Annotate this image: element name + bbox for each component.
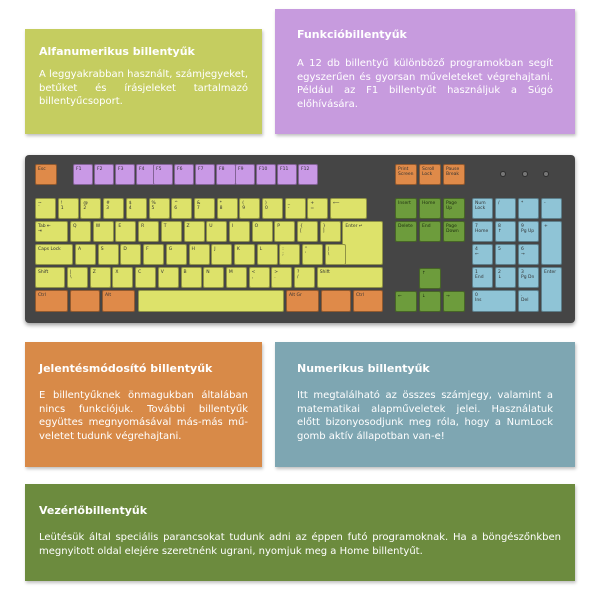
indicator-light [522,171,528,177]
key-row2-0: Q [70,221,91,242]
key-row4-3: C [135,267,156,288]
key-row1-12: + = [307,198,328,219]
key-row1-7: & 7 [194,198,215,219]
key-row2-11: } ] [320,221,341,242]
key-row3-2: D [120,244,141,265]
key-row2-8: O [252,221,273,242]
key-row4-0: | \ [67,267,88,288]
key-row3-7: K [234,244,255,265]
key-row3-8: L [257,244,278,265]
key-row4-2: X [112,267,133,288]
key-numpad-row1-2: 9 Pg Up [518,221,539,242]
key-row4-9: > . [271,267,292,288]
key-numpad-plus: + [541,221,562,265]
key-row3-1: S [98,244,119,265]
key-nav-top-0: Insert [395,198,417,219]
key-f7: F7 [195,164,215,185]
key-row4-1: Z [90,267,111,288]
key-row1-1: ! 1 [58,198,79,219]
key-enter: Enter ↵ [342,221,383,265]
key-nav-top-2: Page Up [443,198,465,219]
alphanumeric-keys-description: A leggyakrabban használt, számjegyeket, betűket és írásjeleket tartalmazó billentyűcsoport. [39,69,248,107]
key-row1-2: @ 2 [80,198,101,219]
key-nav-top-1: Home [419,198,441,219]
key-row2-7: I [229,221,250,242]
key-numpad-row0-0: Num Lock [472,198,493,219]
key-bottom-left-2: Alt [102,290,135,312]
key-numpad-row1-1: 8 ↑ [495,221,516,242]
key-esc: Esc [35,164,57,185]
key-numpad-row0-1: / [495,198,516,219]
key-f3: F3 [115,164,135,185]
key-f12: F12 [298,164,318,185]
key-bottom-left-1 [70,290,100,312]
key-row3-3: F [143,244,164,265]
key-f1: F1 [73,164,93,185]
key-space [138,290,284,312]
key-numpad-row3-1: 2 ↓ [495,267,516,288]
key-row4-5: B [181,267,202,288]
key-f8: F8 [216,164,236,185]
key-row4-10: ? / [294,267,315,288]
key-row3-11: | \ [325,244,346,265]
key-arrow-down: ↓ [419,291,441,312]
key-row2-9: P [274,221,295,242]
key-row2-6: U [206,221,227,242]
key-row1-9: ( 9 [239,198,260,219]
key-row4-8: < , [249,267,270,288]
key-f9: F9 [235,164,255,185]
key-nav-mid-1: End [419,221,441,242]
key-arrow-up: ↑ [419,268,441,289]
key-row3-4: G [166,244,187,265]
key-f6: F6 [174,164,194,185]
function-keys-card [275,9,575,134]
key-sys-0: Print Screen [395,164,417,185]
control-keys-card [25,484,575,581]
key-nav-mid-2: Page Down [443,221,465,242]
key-sys-1: Scroll Lock [419,164,441,185]
key-row1-5: % 5 [149,198,170,219]
key-f2: F2 [94,164,114,185]
numeric-keys-description: Itt megtalálható az összes számjegy, valamint a matematikai alapműveletek jelei. Használatuk előtt bizonyosodjunk meg róla, hogy a NumLock gomb aktív állapotban van-e! [297,390,553,442]
alphanumeric-keys-title: Alfanumerikus billentyűk [39,45,195,58]
key-sys-2: Pause Break [443,164,465,185]
key-f11: F11 [277,164,297,185]
key-row2-1: W [93,221,114,242]
key-row2-2: E [115,221,136,242]
key-row1-6: ^ 6 [171,198,192,219]
key-row2-10: { [ [297,221,318,242]
key-numpad-row3-0: 1 End [472,267,493,288]
key-row2-3: R [138,221,159,242]
key-caps-lock: Caps Lock [35,244,73,265]
key-alt-gr: Alt Gr [286,290,319,312]
control-keys-title: Vezérlőbillentyűk [39,504,148,517]
numeric-keys-title: Numerikus billentyűk [297,362,430,375]
key-row2-5: Z [184,221,205,242]
key-row3-10: " ' [302,244,323,265]
key-numpad-row3-2: 3 Pg Dn [518,267,539,288]
key-row3-0: A [75,244,96,265]
key-numpad-row2-0: 4 ← [472,244,493,265]
modifier-keys-description: E billentyűknek önmagukban általában nincs funkciójuk. További billentyűk együttes megnyomásával más-más műveletet tudunk végrehajtani. [39,390,248,442]
modifier-keys-card [25,342,262,467]
key-row4-6: N [203,267,224,288]
key-ctrl-right: Ctrl [353,290,383,312]
key-numpad-zero: 0 Ins [472,290,516,312]
key-f4: F4 [136,164,156,185]
key-nav-mid-0: Delete [395,221,417,242]
keyboard-diagram [25,155,575,323]
key-win-right [321,290,351,312]
key-row4-7: M [226,267,247,288]
key-row1-8: * 8 [217,198,238,219]
key-f10: F10 [256,164,276,185]
key-shift-left: Shift [35,267,65,288]
key-shift-right: Shift [317,267,383,288]
key-numpad-row2-2: 6 → [518,244,539,265]
key-numpad-row2-1: 5 [495,244,516,265]
key-row3-9: : ; [279,244,300,265]
key-numpad-row0-3: - [541,198,562,219]
key-row4-4: V [158,267,179,288]
key-numpad-row1-0: 7 Home [472,221,493,242]
key-numpad-row0-2: * [518,198,539,219]
key-row1-10: ) 0 [262,198,283,219]
key-bottom-left-0: Ctrl [35,290,68,312]
indicator-light [500,171,506,177]
key-backspace: ⟵ [330,198,367,219]
key-arrow-left: ← [395,291,417,312]
key-row3-5: H [189,244,210,265]
modifier-keys-title: Jelentésmódosító billentyűk [39,362,213,375]
key-row1-0: ~ ` [35,198,56,219]
key-numpad-dot: . Del [518,290,539,312]
function-keys-title: Funkcióbillentyűk [297,28,407,41]
indicator-light [543,171,549,177]
key-numpad-enter: Enter [541,267,562,312]
numeric-keys-card [275,342,575,467]
key-row1-4: $ 4 [126,198,147,219]
control-keys-description: Leütésük által speciális parancsokat tudunk adni az éppen futó programoknak. Ha a böngészőnkben megnyitott oldal elejére szeretnénk ugrani, nyomjuk meg a Home billentyűt. [39,532,561,557]
key-tab: Tab ⇤ ⇥ [35,221,68,242]
function-keys-description: A 12 db billentyű különböző programokban segít egyszerűen és gyorsan műveleteket végrehajtani. Például az F1 billentyűt használjuk a Súgó előhívására. [297,58,553,110]
key-arrow-right: → [443,291,465,312]
key-f5: F5 [153,164,173,185]
key-row2-4: T [161,221,182,242]
key-row1-3: # 3 [103,198,124,219]
alphanumeric-keys-card [25,29,262,134]
key-row3-6: J [211,244,232,265]
key-row1-11: _ - [285,198,306,219]
